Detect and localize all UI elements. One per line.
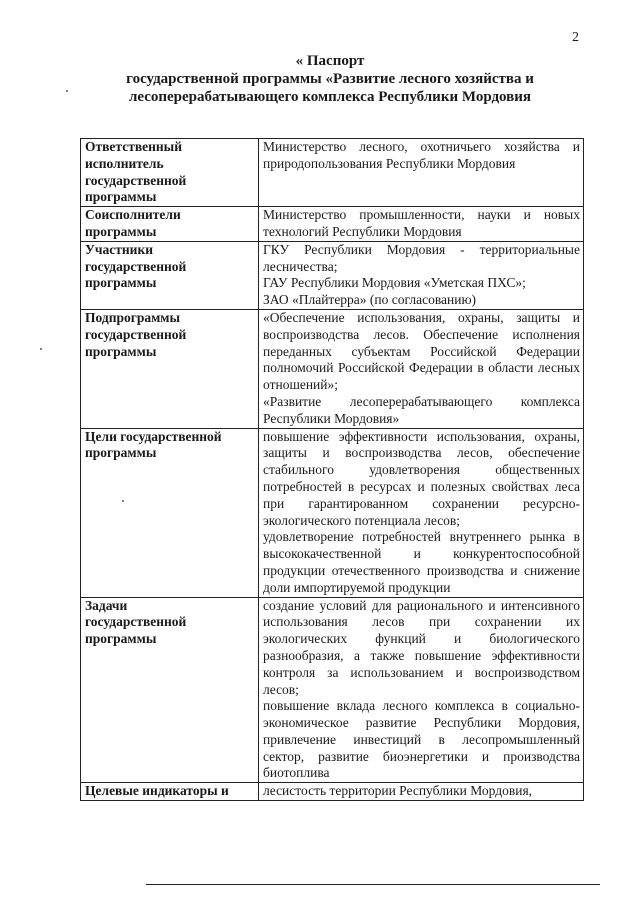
row-content: лесистость территории Республики Мордовия,: [259, 783, 584, 801]
row-label: Участники государственной программы: [81, 241, 259, 309]
title-line-3: лесоперерабатывающего комплекса Республики Мордовия: [128, 89, 532, 105]
row-content: повышение эффективности использования, охраны, защиты и воспроизводства лесов, обеспечение стабильного удовлетворения общественных потребностей в ресурсах и полезных свойствах леса при гарантированном сохранении ресурсно-экологического потенциала лесов; удовлетворение потребностей внутреннего рынка в высококачественной и конкурентоспособной продукции отечественного производства и снижение доли импортируемой продукции: [259, 428, 584, 597]
row-label: Ответственный исполнитель государственной программы: [81, 139, 259, 207]
row-label: Соисполнители программы: [81, 207, 259, 242]
passport-table: [80, 138, 584, 801]
table-row: [81, 139, 584, 207]
scan-speck: [66, 90, 68, 92]
table-row: [81, 783, 584, 801]
row-content: ГКУ Республики Мордовия - территориальные лесничества; ГАУ Республики Мордовия «Уметская ПХС»; ЗАО «Плайтерра» (по согласованию): [259, 241, 584, 309]
scan-speck: [40, 348, 42, 350]
table-row: [81, 428, 584, 597]
document-title: [60, 52, 600, 106]
table-row: [81, 241, 584, 309]
title-line-2: государственной программы «Развитие лесного хозяйства и: [126, 71, 534, 87]
row-label: Целевые индикаторы и: [81, 783, 259, 801]
row-content: «Обеспечение использования, охраны, защиты и воспроизводства лесов. Обеспечение исполнения переданных субъектам Российской Федерации полномочий Российской Федерации в области лесных отношений»; «Развитие лесоперерабатывающего комплекса Республики Мордовия»: [259, 309, 584, 428]
table-row: [81, 597, 584, 783]
row-label: Цели государственной программы: [81, 428, 259, 597]
row-label: Задачи государственной программы: [81, 597, 259, 783]
footer-rule: [146, 884, 600, 885]
table-row: [81, 309, 584, 428]
table-row: [81, 207, 584, 242]
row-label: Подпрограммы государственной программы: [81, 309, 259, 428]
row-content: Министерство лесного, охотничьего хозяйства и природопользования Республики Мордовия: [259, 139, 584, 207]
row-content: Министерство промышленности, науки и новых технологий Республики Мордовия: [259, 207, 584, 242]
title-line-1: « Паспорт: [295, 53, 365, 69]
row-content: создание условий для рационального и интенсивного использования лесов при сохранении их экологических функций и биологического разнообразия, а также повышение эффективности контроля за использованием и воспроизводством лесов; повышение вклада лесного комплекса в социально-экономическое развитие Республики Мордовия, привлечение инвестиций в лесопромышленный сектор, развитие биоэнергетики и производства биотоплива: [259, 597, 584, 783]
page-number: 2: [572, 30, 579, 45]
